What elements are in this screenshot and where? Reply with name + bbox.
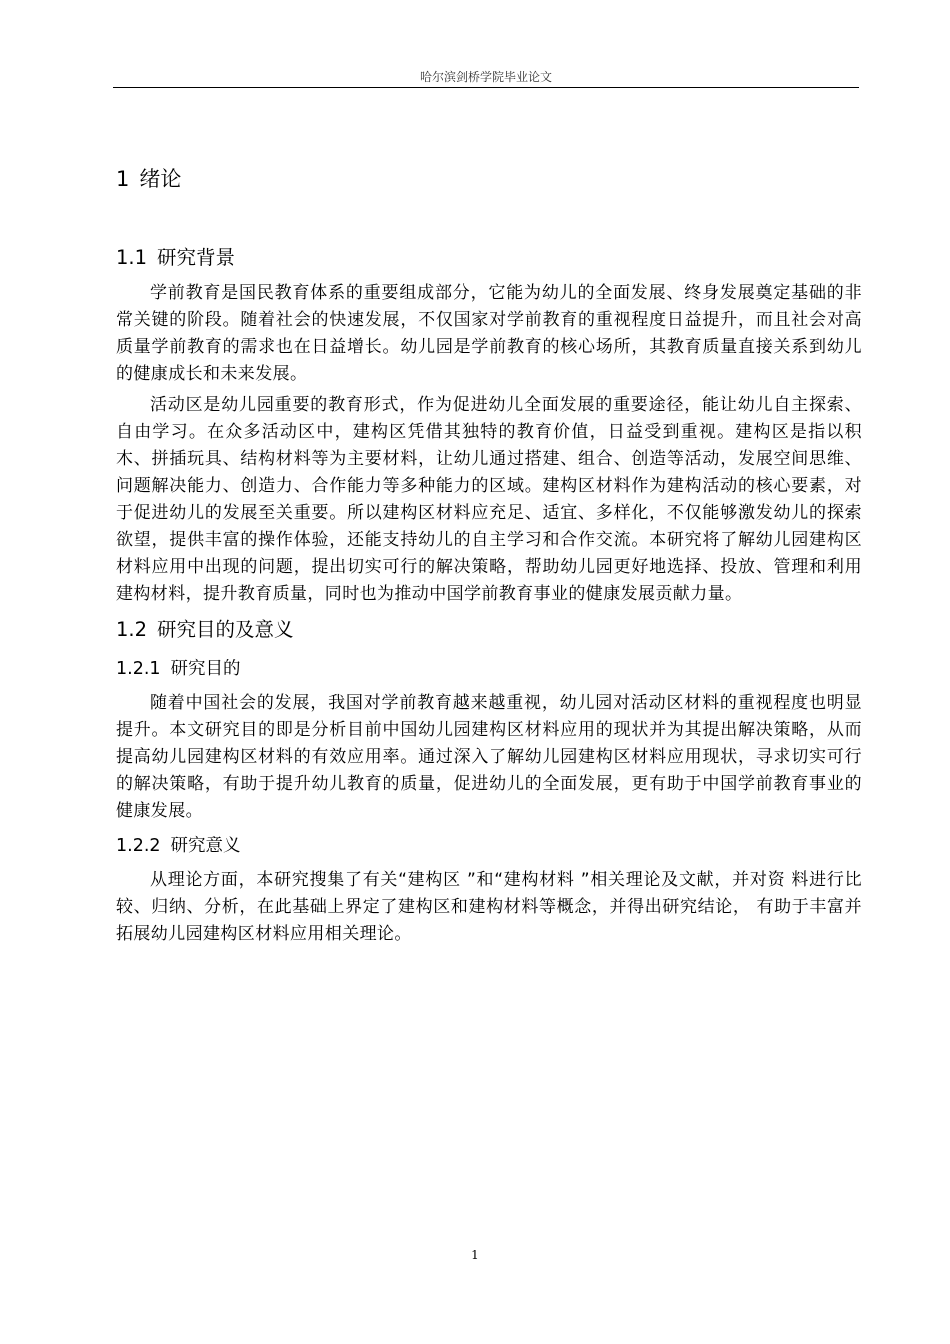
chapter-number: 1 [116,167,130,191]
section-number: 1.1 [116,246,148,269]
running-header: 哈尔滨剑桥学院毕业论文 [419,70,552,84]
subsection-title: 研究意义 [170,836,241,856]
subsection-number: 1.2.2 [116,836,161,856]
background-paragraph-1: 学前教育是国民教育体系的重要组成部分，它能为幼儿的全面发展、终身发展奠定基础的非常关键的阶段。随着社会的快速发展，不仅国家对学前教育的重视程度日益提升，而且社会对高质量学前教育的需求也在日益增长。幼儿园是学前教育的核心场所，其教育质量直接关系到幼儿的健康成长和未来发展。 [116,283,862,384]
subsection-title: 研究目的 [170,659,241,679]
subsection-number: 1.2.1 [116,659,161,679]
chapter-title: 绪论 [139,167,182,191]
header-rule [113,87,859,88]
section-number: 1.2 [116,618,148,641]
section-title: 研究背景 [157,246,236,269]
chapter-heading [116,160,862,198]
subsection-heading-significance [116,829,862,863]
page-body [116,160,862,952]
page-number: 1 [471,1248,479,1262]
section-title: 研究目的及意义 [157,618,294,641]
significance-paragraph: 从理论方面，本研究搜集了有关“建构区 ”和“建构材料 ”相关理论及文献，并对资 料进行比较、归纳、分析，在此基础上界定了建构区和建构材料等概念，并得出研究结论， 有助于丰富并拓展幼儿园建构区材料应用相关理论。 [116,870,862,944]
purpose-paragraph: 随着中国社会的发展，我国对学前教育越来越重视，幼儿园对活动区材料的重视程度也明显提升。本文研究目的即是分析目前中国幼儿园建构区材料应用的现状并为其提出解决策略，从而提高幼儿园建构区材料的有效应用率。通过深入了解幼儿园建构区材料应用现状，寻求切实可行的解决策略，有助于提升幼儿教育的质量，促进幼儿的全面发展，更有助于中国学前教育事业的健康发展。 [116,693,862,821]
section-heading-purpose-significance [116,612,862,648]
subsection-heading-purpose [116,652,862,686]
section-heading-background [116,240,862,276]
background-paragraph-2: 活动区是幼儿园重要的教育形式，作为促进幼儿全面发展的重要途径，能让幼儿自主探索、自由学习。在众多活动区中，建构区凭借其独特的教育价值，日益受到重视。建构区是指以积木、拼插玩具、结构材料等为主要材料，让幼儿通过搭建、组合、创造等活动，发展空间思维、问题解决能力、创造力、合作能力等多种能力的区域。建构区材料作为建构活动的核心要素，对于促进幼儿的发展至关重要。所以建构区材料应充足、适宜、多样化，不仅能够激发幼儿的探索欲望，提供丰富的操作体验，还能支持幼儿的自主学习和合作交流。本研究将了解幼儿园建构区材料应用中出现的问题，提出切实可行的解决策略，帮助幼儿园更好地选择、投放、管理和利用建构材料，提升教育质量，同时也为推动中国学前教育事业的健康发展贡献力量。 [116,395,862,604]
